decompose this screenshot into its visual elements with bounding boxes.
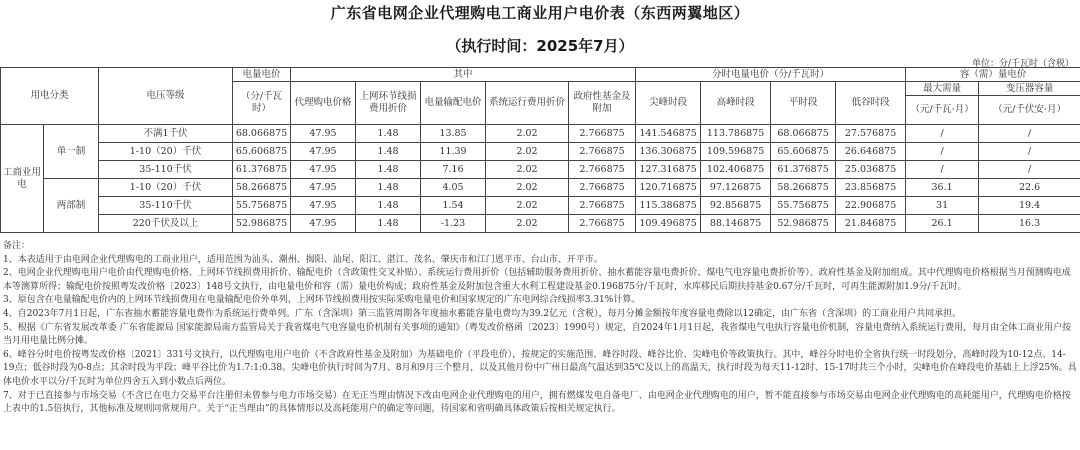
valley-cell: 22.906875 (836, 197, 906, 215)
system-cost-cell: 2.02 (486, 161, 569, 179)
flat-cell: 61.376875 (771, 161, 836, 179)
note-item: 7、对于已直接参与市场交易（不含已在电力交易平台注册但未曾参与电力市场交易）在无正当理由情况下改由电网企业代理购电的用户，拥有燃煤发电自备电厂、由电网企业代理购电的用户，暂不能直接参与市场交易由电网企业代理购电的高耗能用户，代理购电价格按上表中的1.5倍执行，其他标准及规则同常规用户。关于“正当理由”的具体情形以及高耗能用户的确定等问题，待国家和省明确具体政策后按相关规定执行。 (3, 390, 1071, 415)
transformer-cell: 16.3 (979, 215, 1080, 233)
note-item: 3、原包含在电量输配电价内的上网环节线损费用在电量输配电价外单列，上网环节线损费用按实际采购电量电价和国家规定的广东电网综合线损率3.31%计算。 (3, 295, 641, 306)
agency-cell: 47.95 (291, 125, 356, 143)
agency-cell: 47.95 (291, 215, 356, 233)
transmission-cell: 13.85 (421, 125, 486, 143)
transmission-cell: -1.23 (421, 215, 486, 233)
table-row (1, 161, 1080, 179)
transformer-cell: / (979, 161, 1080, 179)
header-tou: 分时电量电价（分/千瓦时） (636, 68, 906, 82)
energy-cell: 58.266875 (233, 179, 291, 197)
energy-cell: 61.376875 (233, 161, 291, 179)
transmission-cell: 4.05 (421, 179, 486, 197)
header-transformer-unit: （元/千伏安·月） (979, 96, 1080, 125)
header-capacity: 容（需）量电价 (906, 68, 1080, 82)
gov-fund-cell: 2.766875 (569, 197, 636, 215)
header-line-loss: 上网环节线损费用折价 (356, 82, 421, 125)
loss-cell: 1.48 (356, 179, 421, 197)
note-item: 4、自2023年7月1日起，广东省抽水蓄能容量电费作为系统运行费单列。广东（含深圳）第三监管周期各年度抽水蓄能容量电费均为39.2亿元（含税），每月分摊金额按年度容量电费除以12确定，由广东省（含深圳）的工商业用户共同承担。 (3, 308, 962, 319)
demand-cell: 36.1 (906, 179, 979, 197)
flat-cell: 55.756875 (771, 197, 836, 215)
high-cell: 102.406875 (701, 161, 771, 179)
loss-cell: 1.48 (356, 161, 421, 179)
agency-cell: 47.95 (291, 161, 356, 179)
flat-cell: 58.266875 (771, 179, 836, 197)
gov-fund-cell: 2.766875 (569, 143, 636, 161)
agency-cell: 47.95 (291, 179, 356, 197)
category-cell: 工商业用电 (1, 125, 44, 233)
demand-cell: 26.1 (906, 215, 979, 233)
voltage-cell: 35-110千伏 (99, 161, 233, 179)
header-system-cost: 系统运行费用折价 (486, 82, 569, 125)
transformer-cell: 22.6 (979, 179, 1080, 197)
table-row (1, 215, 1080, 233)
voltage-cell: 220千伏及以上 (99, 215, 233, 233)
high-cell: 109.596875 (701, 143, 771, 161)
header-flat: 平时段 (771, 82, 836, 125)
group-two-part: 两部制 (44, 179, 99, 233)
system-cost-cell: 2.02 (486, 179, 569, 197)
sharp-cell: 109.496875 (636, 215, 701, 233)
high-cell: 88.146875 (701, 215, 771, 233)
header-transformer: 变压器容量 (979, 82, 1080, 96)
high-cell: 97.126875 (701, 179, 771, 197)
flat-cell: 68.066875 (771, 125, 836, 143)
sharp-cell: 127.316875 (636, 161, 701, 179)
transmission-cell: 1.54 (421, 197, 486, 215)
flat-cell: 65.606875 (771, 143, 836, 161)
system-cost-cell: 2.02 (486, 143, 569, 161)
notes-section (3, 240, 1077, 417)
price-table (0, 67, 1080, 233)
valley-cell: 26.646875 (836, 143, 906, 161)
header-of-which: 其中 (291, 68, 636, 82)
sharp-cell: 136.306875 (636, 143, 701, 161)
transformer-cell: / (979, 125, 1080, 143)
demand-cell: / (906, 125, 979, 143)
high-cell: 113.786875 (701, 125, 771, 143)
system-cost-cell: 2.02 (486, 125, 569, 143)
valley-cell: 21.846875 (836, 215, 906, 233)
table-row (1, 197, 1080, 215)
voltage-cell: 1-10（20）千伏 (99, 143, 233, 161)
voltage-cell: 1-10（20）千伏 (99, 179, 233, 197)
voltage-cell: 不满1千伏 (99, 125, 233, 143)
system-cost-cell: 2.02 (486, 197, 569, 215)
table-row (1, 125, 1080, 143)
valley-cell: 23.856875 (836, 179, 906, 197)
sharp-cell: 141.546875 (636, 125, 701, 143)
header-valley: 低谷时段 (836, 82, 906, 125)
unit-label: 单位：分/千瓦时（含税） (971, 59, 1074, 69)
note-item: 1、本表适用于由电网企业代理购电的工商业用户，适用范围为汕头、潮州、揭阳、汕尾、阳江、湛江、茂名、肇庆市和江门恩平市、台山市、开平市。 (3, 254, 603, 265)
transmission-cell: 11.39 (421, 143, 486, 161)
gov-fund-cell: 2.766875 (569, 125, 636, 143)
loss-cell: 1.48 (356, 197, 421, 215)
page-title: 广东省电网企业代理购电工商业用户电价表（东西两翼地区） (330, 4, 750, 22)
system-cost-cell: 2.02 (486, 215, 569, 233)
demand-cell: / (906, 143, 979, 161)
energy-cell: 68.066875 (233, 125, 291, 143)
gov-fund-cell: 2.766875 (569, 215, 636, 233)
gov-fund-cell: 2.766875 (569, 179, 636, 197)
loss-cell: 1.48 (356, 143, 421, 161)
flat-cell: 52.986875 (771, 215, 836, 233)
high-cell: 92.856875 (701, 197, 771, 215)
agency-cell: 47.95 (291, 143, 356, 161)
note-item: 5、根据《广东省发展改革委 广东省能源局 国家能源局南方监管局关于我省煤电气电容量电价机制有关事项的通知》（粤发改价格函〔2023〕1990号）规定，自2024年1月1日起，我省煤电气电执行容量电价机制，容量电费纳入系统运行费用，每月由全体工商业用户按当月用电量比例分摊。 (3, 322, 1072, 347)
loss-cell: 1.48 (356, 215, 421, 233)
sharp-cell: 115.386875 (636, 197, 701, 215)
gov-fund-cell: 2.766875 (569, 161, 636, 179)
transmission-cell: 7.16 (421, 161, 486, 179)
energy-cell: 52.986875 (233, 215, 291, 233)
notes-heading: 备注： (3, 241, 31, 251)
header-max-demand: 最大需量 (906, 82, 979, 96)
header-peak-sharp: 尖峰时段 (636, 82, 701, 125)
transformer-cell: 19.4 (979, 197, 1080, 215)
demand-cell: / (906, 161, 979, 179)
header-gov-fund: 政府性基金及附加 (569, 82, 636, 125)
sharp-cell: 120.716875 (636, 179, 701, 197)
demand-cell: 31 (906, 197, 979, 215)
header-peak-high: 高峰时段 (701, 82, 771, 125)
header-voltage: 电压等级 (99, 68, 233, 125)
energy-cell: 55.756875 (233, 197, 291, 215)
header-max-demand-unit: （元/千瓦·月） (906, 96, 979, 125)
table-row (1, 143, 1080, 161)
note-item: 6、峰谷分时电价按粤发改价格〔2021〕331号文执行，以代理购电用户电价（不含政府性基金及附加）为基础电价（平段电价），按规定的实施范围、峰谷时段、峰谷比价、尖峰电价等政策执行。其中，峰谷分时电价全省执行统一时段划分，高峰时段为10-12点、14-19点；低谷时段为0-8点；其余时段为平段；峰平谷比价为1.7:1:0.38。尖峰电价执行时间为7月、8月和9月三个整月，以及其他月份中广州日最高气温达到35℃及以上的高温天，执行时段为每天11-12时、15-17时共三个小时，尖峰电价在峰段电价基础上上浮25%。具体电价水平以分/千瓦时为单位四舍五入到小数点后两位。 (3, 349, 1077, 387)
header-category: 用电分类 (1, 68, 99, 125)
valley-cell: 25.036875 (836, 161, 906, 179)
transformer-cell: / (979, 143, 1080, 161)
header-transmission: 电量输配电价 (421, 82, 486, 125)
energy-cell: 65.606875 (233, 143, 291, 161)
loss-cell: 1.48 (356, 125, 421, 143)
header-energy-price-unit: （分/千瓦时） (233, 82, 291, 125)
group-single: 单一制 (44, 125, 99, 179)
table-row (1, 179, 1080, 197)
header-energy-price: 电量电价 (233, 68, 291, 82)
header-agency-price: 代理购电价格 (291, 82, 356, 125)
valley-cell: 27.576875 (836, 125, 906, 143)
effective-date: （执行时间：2025年7月） (446, 37, 634, 55)
note-item: 2、电网企业代理购电用户电价由代理购电价格、上网环节线损费用折价、输配电价（含政策性交叉补贴）、系统运行费用折价（包括辅助服务费用折价、抽水蓄能容量电费折价、煤电气电容量电费折价等）、政府性基金及附加组成。其中代理购电价格根据当月预测购电成本等测算所得；输配电价按照粤发改价格〔2023〕148号文执行，由电量电价和容（需）量电价构成；政府性基金及附加包含重大水利工程建设基金0.196875分/千瓦时，水库移民后期扶持基金0.67分/千瓦时，可再生能源附加1.9分/千瓦时。 (3, 268, 1071, 292)
voltage-cell: 35-110千伏 (99, 197, 233, 215)
agency-cell: 47.95 (291, 197, 356, 215)
